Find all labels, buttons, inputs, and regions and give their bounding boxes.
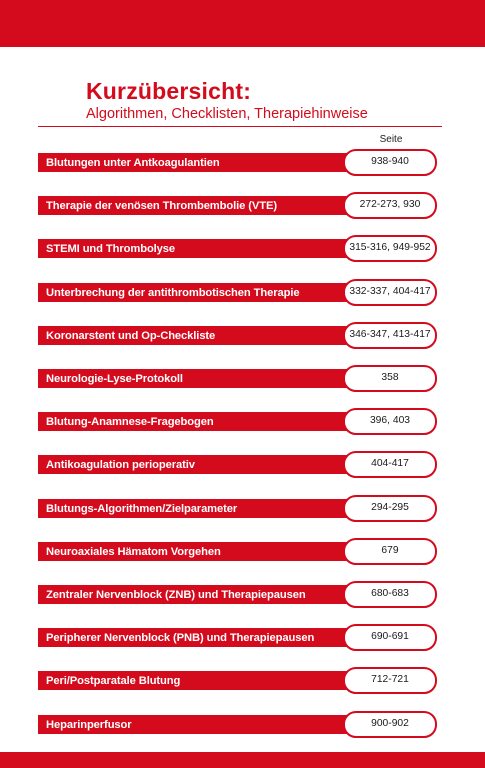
toc-entry[interactable] — [38, 581, 438, 608]
toc-entry-label: Zentraler Nervenblock (ZNB) und Therapiepausen — [46, 589, 306, 601]
toc-entry[interactable] — [38, 624, 438, 651]
toc-entry[interactable] — [38, 711, 438, 738]
toc-page-numbers: 315-316, 949-952 — [349, 242, 431, 254]
toc-entry-label: STEMI und Thrombolyse — [46, 243, 176, 256]
toc-page-numbers: 404-417 — [371, 458, 409, 470]
toc-entry[interactable] — [38, 322, 438, 349]
toc-entry-label: Therapie der venösen Thrombembolie (VTE) — [46, 200, 277, 213]
toc-page-numbers: 294-295 — [371, 501, 409, 513]
toc-entry[interactable] — [38, 495, 438, 522]
toc-entry[interactable] — [38, 149, 438, 176]
toc-entry-label: Koronarstent und Op-Checkliste — [46, 329, 216, 342]
toc-entry[interactable] — [38, 365, 438, 392]
title-divider — [38, 126, 442, 127]
toc-entry[interactable] — [38, 192, 438, 219]
toc-entry-label: Heparinperfusor — [46, 718, 132, 731]
toc-page-numbers: 900-902 — [371, 717, 409, 729]
toc-page-numbers: 358 — [381, 372, 399, 383]
toc-page-numbers: 712-721 — [371, 674, 409, 686]
toc-entry-label: Peripherer Nervenblock (PNB) und Therapiepausen — [46, 632, 315, 645]
toc-page-numbers: 680-683 — [371, 588, 409, 599]
toc-page-numbers: 690-691 — [371, 631, 409, 643]
bottom-color-band — [0, 752, 485, 768]
toc-entry-label: Blutung-Anamnese-Fragebogen — [46, 416, 214, 429]
toc-entry-label: Peri/Postparatale Blutung — [46, 675, 181, 688]
toc-entry-label: Unterbrechung der antithrombotischen Therapie — [46, 286, 300, 299]
toc-entry[interactable] — [38, 235, 438, 262]
toc-entry-label: Neuroaxiales Hämatom Vorgehen — [46, 545, 221, 558]
toc-entry[interactable] — [38, 279, 438, 306]
toc-page-numbers: 272-273, 930 — [359, 199, 421, 211]
top-color-band — [0, 0, 485, 47]
toc-page-numbers: 679 — [381, 544, 399, 556]
toc-page-numbers: 938-940 — [371, 156, 409, 167]
toc-page-numbers: 332-337, 404-417 — [349, 285, 431, 297]
toc-entry[interactable] — [38, 451, 438, 478]
toc-entry-label: Blutungs-Algorithmen/Zielparameter — [46, 502, 238, 515]
page-subtitle: Algorithmen, Checklisten, Therapiehinweise — [86, 106, 368, 122]
toc-entry-label: Antikoagulation perioperativ — [46, 459, 195, 472]
toc-entry[interactable] — [38, 538, 438, 565]
page-title: Kurzübersicht: — [86, 78, 252, 104]
toc-page-numbers: 396, 403 — [369, 415, 411, 427]
toc-entry[interactable] — [38, 408, 438, 435]
page-column-header: Seite — [379, 134, 403, 145]
toc-page-numbers: 346-347, 413-417 — [349, 328, 431, 340]
toc-entry-label: Neurologie-Lyse-Protokoll — [46, 373, 183, 385]
toc-entry-label: Blutungen unter Antkoagulantien — [46, 157, 220, 169]
toc-entry[interactable] — [38, 667, 438, 694]
